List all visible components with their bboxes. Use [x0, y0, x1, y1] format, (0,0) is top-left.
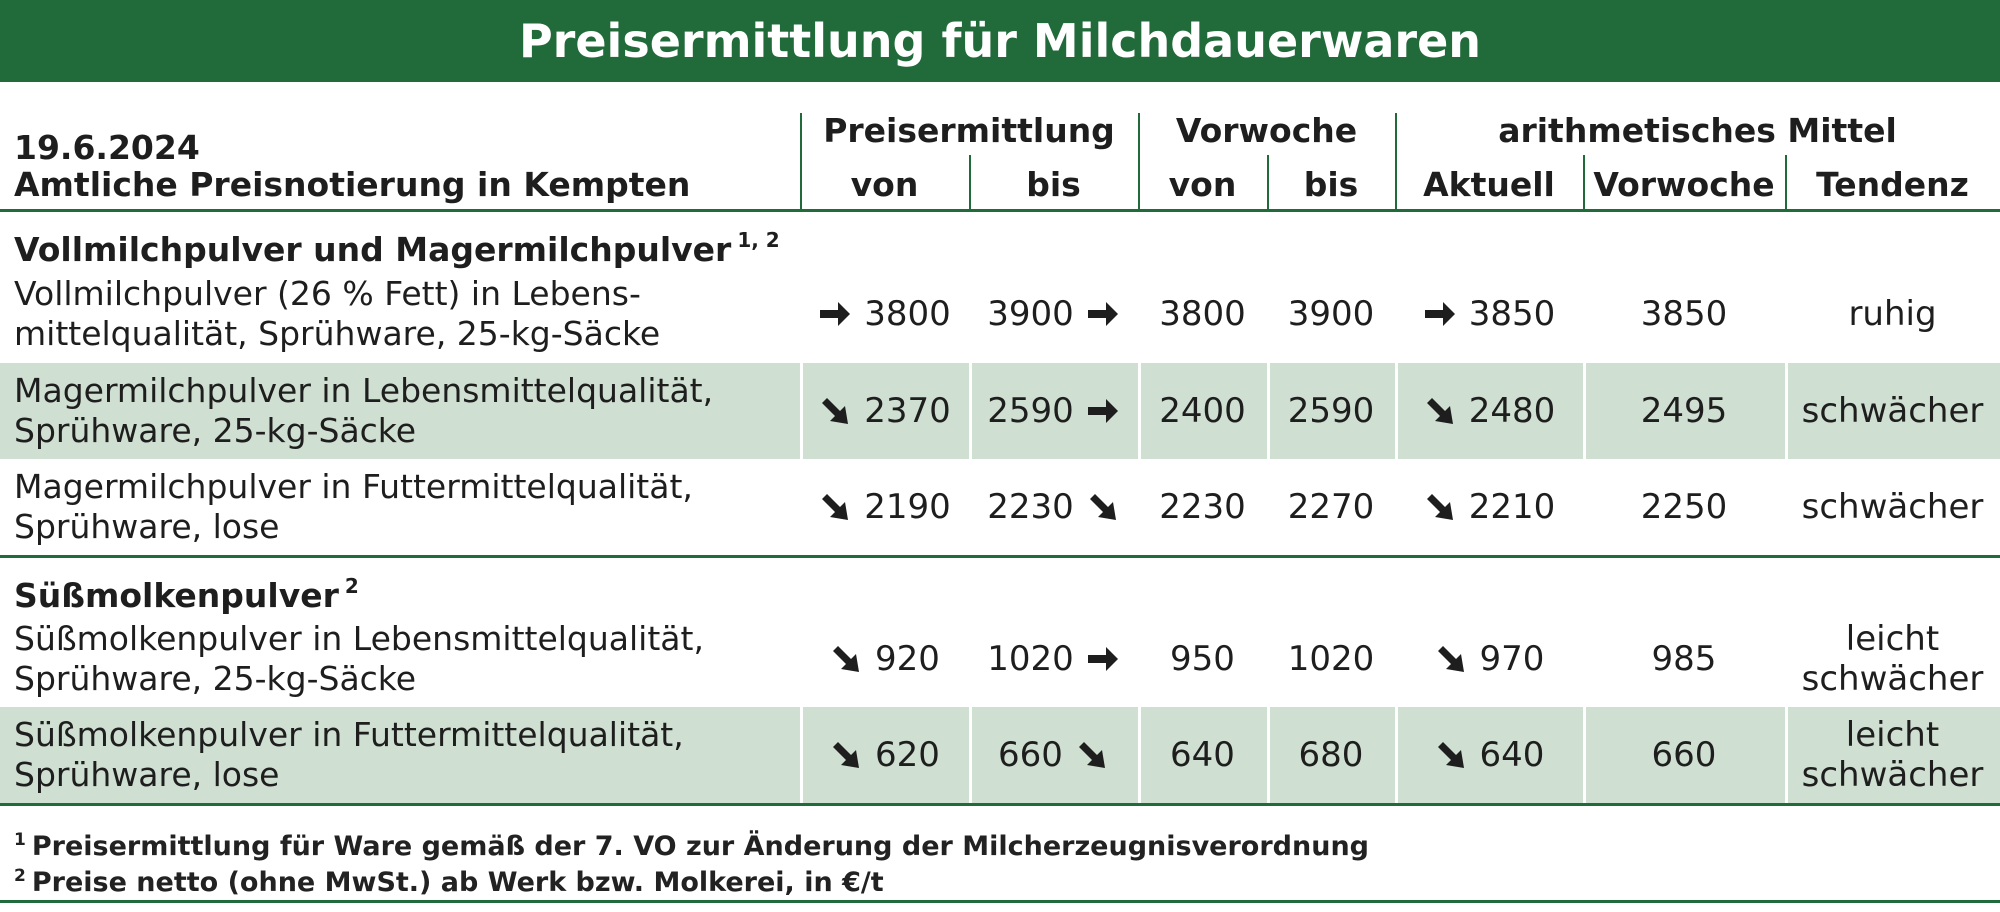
cell-vw-von [1138, 363, 1267, 459]
header-group-vorwoche: Vorwoche [1175, 111, 1358, 150]
value-von: 2370 [864, 391, 951, 431]
value-aktuell: 2210 [1468, 487, 1556, 527]
cell-vw-von [1138, 459, 1267, 555]
arrow-down-right-icon [1434, 738, 1468, 772]
header-subtitle: Amtliche Preisnotierung in Kempten [14, 165, 691, 204]
description-line: Süßmolkenpulver in Lebensmittelqualität, [14, 619, 704, 658]
cell-bis [969, 363, 1138, 459]
value-vw-von: 3800 [1159, 294, 1246, 334]
row-description [14, 467, 693, 547]
cell-von [800, 611, 969, 707]
cell-aktuell [1395, 266, 1583, 362]
rule [0, 803, 2000, 806]
arrow-down-right-icon [818, 490, 852, 524]
description-line: Süßmolkenpulver in Futtermittelqualität, [14, 715, 684, 754]
arrow-down-right-icon [829, 738, 863, 772]
row-description [14, 274, 660, 354]
value-aktuell: 2480 [1468, 391, 1556, 431]
description-line: Magermilchpulver in Lebensmittelqualität, [14, 371, 714, 410]
tendenz-line: ruhig [1848, 294, 1937, 334]
section-title-text: Süßmolkenpulver [14, 576, 339, 615]
value-vw-von: 2400 [1159, 391, 1246, 431]
value-aktuell: 3850 [1468, 294, 1556, 334]
value-vorwoche: 985 [1651, 639, 1717, 679]
arrow-down-right-icon [829, 642, 863, 676]
cell-vw-von [1138, 707, 1267, 803]
cell-tendenz [1785, 707, 2000, 803]
cell-bis [969, 459, 1138, 555]
value-von: 920 [875, 639, 940, 679]
cell-bis [969, 266, 1138, 362]
description-line: Sprühware, 25-kg-Säcke [14, 411, 417, 450]
header-col-vw-von: von [1168, 165, 1237, 204]
value-vorwoche: 2250 [1640, 487, 1728, 527]
table-row [0, 363, 2000, 459]
arrow-down-right-icon [1423, 490, 1457, 524]
value-aktuell: 640 [1479, 735, 1545, 775]
value-bis: 660 [998, 735, 1063, 775]
footnote-ref: 1, 2 [737, 228, 780, 252]
footnote-text: Preise netto (ohne MwSt.) ab Werk bzw. Molkerei, in €/t [31, 867, 884, 898]
value-von: 3800 [864, 294, 951, 334]
table-row [0, 707, 2000, 803]
cell-von [800, 266, 969, 362]
value-vw-bis: 2590 [1287, 391, 1375, 431]
footnote-ref: 2 [344, 574, 359, 598]
rule [0, 555, 2000, 558]
table-row [0, 611, 2000, 707]
cell-vorwoche [1583, 459, 1785, 555]
cell-aktuell [1395, 611, 1583, 707]
value-vorwoche: 3850 [1640, 294, 1728, 334]
description-line: Sprühware, lose [14, 507, 280, 546]
value-bis: 2590 [987, 391, 1074, 431]
description-line: Sprühware, lose [14, 755, 280, 794]
section-title-text: Vollmilchpulver und Magermilchpulver [14, 230, 732, 269]
arrow-down-right-icon [1423, 394, 1457, 428]
footnote-text: Preisermittlung für Ware gemäß der 7. VO zur Änderung der Milcherzeugnisverordnung [31, 831, 1369, 862]
tendenz-line: schwächer [1801, 659, 1984, 699]
value-vw-bis: 1020 [1287, 639, 1375, 679]
description-line: Sprühware, 25-kg-Säcke [14, 659, 417, 698]
cell-tendenz [1785, 363, 2000, 459]
cell-vw-bis [1267, 707, 1395, 803]
cell-vorwoche [1583, 363, 1785, 459]
cell-vw-von [1138, 611, 1267, 707]
cell-vw-bis [1267, 266, 1395, 362]
cell-aktuell [1395, 707, 1583, 803]
arrow-right-icon [818, 297, 852, 331]
arrow-right-icon [1086, 642, 1120, 676]
value-vw-bis: 2270 [1287, 487, 1375, 527]
arrow-right-icon [1423, 297, 1457, 331]
cell-tendenz [1785, 611, 2000, 707]
header-group-preisermittlung: Preisermittlung [823, 111, 1115, 150]
section-title [14, 220, 780, 270]
footnote-mark: 1 [14, 830, 26, 850]
value-vw-bis: 680 [1298, 735, 1364, 775]
arrow-down-right-icon [1434, 642, 1468, 676]
cell-vorwoche [1583, 266, 1785, 362]
table-row [0, 459, 2000, 555]
cell-von [800, 459, 969, 555]
description-line: Magermilchpulver in Futtermittelqualität, [14, 467, 693, 506]
table-row [0, 266, 2000, 362]
cell-bis [969, 707, 1138, 803]
header-col-vw-bis: bis [1303, 165, 1359, 204]
footnote [14, 858, 884, 901]
description-line: Vollmilchpulver (26 % Fett) in Lebens- [14, 274, 641, 313]
value-von: 2190 [864, 487, 951, 527]
header-col-von: von [850, 165, 919, 204]
header-col-aktuell: Aktuell [1423, 165, 1555, 204]
cell-vorwoche [1583, 611, 1785, 707]
value-bis: 1020 [987, 639, 1074, 679]
section-title [14, 566, 359, 616]
value-vw-bis: 3900 [1287, 294, 1375, 334]
cell-bis [969, 611, 1138, 707]
header-col-vorwoche: Vorwoche [1593, 165, 1775, 204]
header-col-bis: bis [1026, 165, 1081, 204]
arrow-right-icon [1086, 394, 1120, 428]
arrow-right-icon [1086, 297, 1120, 331]
value-vw-von: 950 [1170, 639, 1235, 679]
tendenz-line: schwächer [1801, 755, 1984, 795]
cell-von [800, 707, 969, 803]
cell-aktuell [1395, 363, 1583, 459]
value-bis: 3900 [987, 294, 1074, 334]
tendenz-line: schwächer [1801, 487, 1984, 527]
header-group-mittel: arithmetisches Mittel [1498, 111, 1897, 150]
cell-tendenz [1785, 459, 2000, 555]
cell-vw-von [1138, 266, 1267, 362]
cell-vw-bis [1267, 459, 1395, 555]
value-von: 620 [875, 735, 940, 775]
tendenz-line: leicht [1845, 715, 1940, 755]
cell-vw-bis [1267, 611, 1395, 707]
tendenz-line: schwächer [1801, 391, 1984, 431]
cell-aktuell [1395, 459, 1583, 555]
arrow-down-right-icon [1086, 490, 1120, 524]
arrow-down-right-icon [1075, 738, 1109, 772]
value-vorwoche: 2495 [1640, 391, 1728, 431]
row-description [14, 619, 704, 699]
row-description [14, 715, 684, 795]
header-date: 19.6.2024 [14, 128, 200, 167]
cell-vw-bis [1267, 363, 1395, 459]
value-vorwoche: 660 [1651, 735, 1717, 775]
rule [0, 209, 2000, 212]
row-description [14, 371, 713, 451]
header-col-tendenz: Tendenz [1816, 165, 1969, 204]
value-vw-von: 640 [1170, 735, 1235, 775]
page-title: Preisermittlung für Milchdauerwaren [0, 0, 2000, 82]
arrow-down-right-icon [818, 394, 852, 428]
value-vw-von: 2230 [1159, 487, 1246, 527]
tendenz-line: leicht [1845, 619, 1940, 659]
footnote-mark: 2 [14, 866, 26, 886]
value-aktuell: 970 [1479, 639, 1545, 679]
cell-tendenz [1785, 266, 2000, 362]
value-bis: 2230 [987, 487, 1074, 527]
description-line: mittelqualität, Sprühware, 25-kg-Säcke [14, 314, 661, 353]
cell-von [800, 363, 969, 459]
cell-vorwoche [1583, 707, 1785, 803]
